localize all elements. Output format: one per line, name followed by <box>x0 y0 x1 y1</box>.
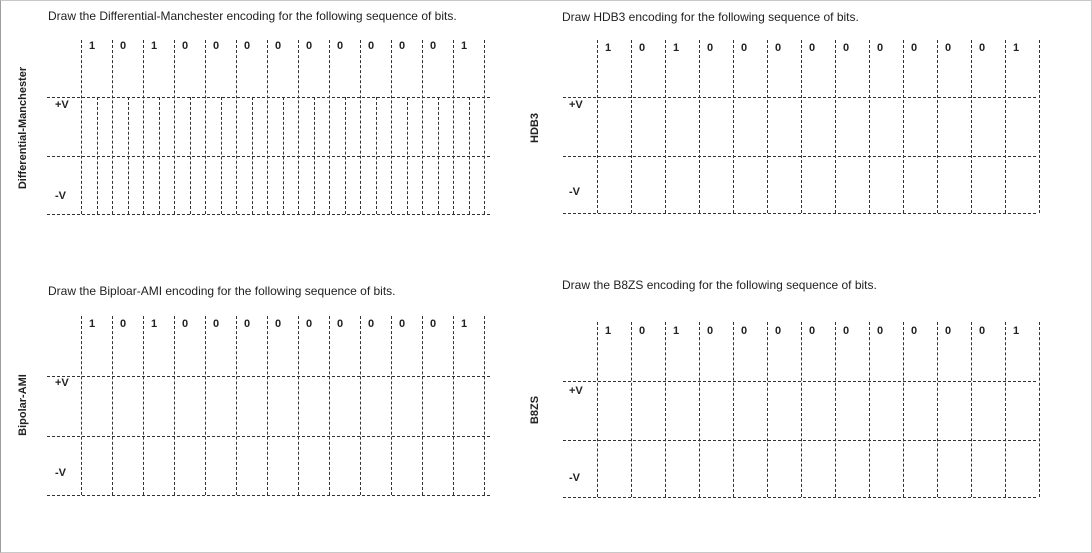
bit-boundary-line <box>869 40 870 213</box>
bit-boundary-line <box>391 316 392 495</box>
baseline-line <box>47 495 490 496</box>
bit-boundary-line <box>597 40 598 213</box>
bit-boundary-line <box>143 40 144 214</box>
bit-boundary-line <box>236 40 237 214</box>
bit-label: 0 <box>430 40 437 52</box>
bit-boundary-line <box>422 316 423 495</box>
bit-label: 1 <box>89 318 96 330</box>
baseline-line <box>47 214 490 215</box>
mid-bit-line <box>345 97 346 214</box>
bit-label: 0 <box>182 318 189 330</box>
bit-label: 0 <box>337 318 344 330</box>
bit-boundary-line <box>1005 322 1006 497</box>
bit-boundary-line <box>665 40 666 213</box>
encoding-side-label: HDB3 <box>529 113 541 143</box>
bit-boundary-line <box>767 322 768 497</box>
bit-label: 1 <box>605 42 612 54</box>
bit-label: 1 <box>605 325 612 337</box>
bit-boundary-line <box>665 322 666 497</box>
mid-bit-line <box>128 97 129 214</box>
bit-label: 0 <box>399 318 406 330</box>
bit-label: 0 <box>911 42 918 54</box>
negative-level-label: -V <box>55 467 66 479</box>
bit-label: 0 <box>741 42 748 54</box>
instruction-text: Draw the Biploar-AMI encoding for the following sequence of bits. <box>48 284 396 298</box>
bit-boundary-line <box>329 40 330 214</box>
bit-label: 0 <box>368 40 375 52</box>
bit-boundary-line <box>971 40 972 213</box>
bit-boundary-line <box>1039 322 1040 497</box>
bit-boundary-line <box>267 40 268 214</box>
bit-boundary-line <box>699 40 700 213</box>
bit-label: 1 <box>1013 325 1020 337</box>
bit-label: 0 <box>911 325 918 337</box>
bit-boundary-line <box>391 40 392 214</box>
bit-boundary-line <box>1005 40 1006 213</box>
instruction-text: Draw the B8ZS encoding for the following sequence of bits. <box>562 278 877 292</box>
bit-boundary-line <box>903 40 904 213</box>
bit-label: 0 <box>120 40 127 52</box>
encoding-side-label: B8ZS <box>529 395 541 425</box>
bit-boundary-line <box>329 316 330 495</box>
bit-label: 1 <box>89 40 96 52</box>
bit-label: 0 <box>707 42 714 54</box>
negative-level-label: -V <box>569 186 580 198</box>
bit-boundary-line <box>422 40 423 214</box>
negative-level-label: -V <box>55 190 66 202</box>
low-level-line <box>563 440 1036 441</box>
bit-boundary-line <box>801 40 802 213</box>
mid-bit-line <box>376 97 377 214</box>
bit-label: 1 <box>151 40 158 52</box>
bit-label: 0 <box>945 325 952 337</box>
bit-label: 0 <box>275 40 282 52</box>
bit-boundary-line <box>835 40 836 213</box>
bit-label: 0 <box>809 325 816 337</box>
bit-label: 0 <box>368 318 375 330</box>
bit-label: 0 <box>639 325 646 337</box>
positive-level-label: +V <box>55 377 69 389</box>
bit-boundary-line <box>112 316 113 495</box>
positive-level-label: +V <box>55 99 69 111</box>
bit-boundary-line <box>453 40 454 214</box>
bit-label: 0 <box>979 42 986 54</box>
bit-label: 0 <box>877 325 884 337</box>
mid-bit-line <box>469 97 470 214</box>
bit-label: 0 <box>399 40 406 52</box>
bit-boundary-line <box>360 40 361 214</box>
bit-label: 0 <box>275 318 282 330</box>
bit-label: 0 <box>741 325 748 337</box>
bit-boundary-line <box>937 322 938 497</box>
bit-boundary-line <box>801 322 802 497</box>
bit-label: 0 <box>306 318 313 330</box>
mid-level-line <box>563 381 1036 382</box>
bit-boundary-line <box>1039 40 1040 213</box>
low-level-line <box>47 436 490 437</box>
bit-label: 0 <box>945 42 952 54</box>
bit-boundary-line <box>484 316 485 495</box>
mid-bit-line <box>190 97 191 214</box>
bit-label: 0 <box>337 40 344 52</box>
bit-label: 0 <box>244 40 251 52</box>
bit-boundary-line <box>267 316 268 495</box>
bit-boundary-line <box>699 322 700 497</box>
bit-label: 0 <box>979 325 986 337</box>
bit-label: 0 <box>775 325 782 337</box>
bit-boundary-line <box>360 316 361 495</box>
bit-label: 0 <box>809 42 816 54</box>
bit-boundary-line <box>298 316 299 495</box>
bit-boundary-line <box>937 40 938 213</box>
encoding-side-label: Bipolar-AMI <box>17 374 29 436</box>
mid-bit-line <box>314 97 315 214</box>
mid-level-line <box>563 97 1036 98</box>
baseline-line <box>563 497 1036 498</box>
bit-boundary-line <box>597 322 598 497</box>
bit-boundary-line <box>631 40 632 213</box>
positive-level-label: +V <box>569 99 583 111</box>
bit-boundary-line <box>971 322 972 497</box>
bit-boundary-line <box>733 40 734 213</box>
bit-boundary-line <box>903 322 904 497</box>
bit-boundary-line <box>484 40 485 214</box>
mid-bit-line <box>407 97 408 214</box>
bit-label: 1 <box>151 318 158 330</box>
bit-boundary-line <box>81 316 82 495</box>
mid-level-line <box>47 97 490 98</box>
bit-label: 0 <box>877 42 884 54</box>
bit-label: 0 <box>213 318 220 330</box>
bit-label: 0 <box>707 325 714 337</box>
instruction-text: Draw the Differential-Manchester encoding for the following sequence of bits. <box>48 9 457 23</box>
baseline-line <box>563 213 1036 214</box>
bit-label: 1 <box>461 40 468 52</box>
bit-label: 0 <box>182 40 189 52</box>
bit-boundary-line <box>835 322 836 497</box>
bit-boundary-line <box>733 322 734 497</box>
mid-bit-line <box>159 97 160 214</box>
bit-boundary-line <box>112 40 113 214</box>
bit-label: 0 <box>639 42 646 54</box>
bit-label: 0 <box>430 318 437 330</box>
negative-level-label: -V <box>569 472 580 484</box>
bit-label: 0 <box>306 40 313 52</box>
instruction-text: Draw HDB3 encoding for the following sequence of bits. <box>562 10 859 24</box>
bit-boundary-line <box>453 316 454 495</box>
bit-label: 0 <box>213 40 220 52</box>
bit-boundary-line <box>236 316 237 495</box>
bit-label: 1 <box>461 318 468 330</box>
mid-bit-line <box>283 97 284 214</box>
mid-bit-line <box>252 97 253 214</box>
bit-boundary-line <box>767 40 768 213</box>
bit-boundary-line <box>298 40 299 214</box>
bit-boundary-line <box>869 322 870 497</box>
bit-label: 0 <box>843 42 850 54</box>
low-level-line <box>47 156 490 157</box>
mid-bit-line <box>438 97 439 214</box>
bit-boundary-line <box>205 316 206 495</box>
mid-bit-line <box>97 97 98 214</box>
bit-boundary-line <box>81 40 82 214</box>
bit-label: 1 <box>673 325 680 337</box>
encoding-side-label: Differential-Manchester <box>17 66 29 190</box>
bit-label: 0 <box>775 42 782 54</box>
low-level-line <box>563 156 1036 157</box>
bit-boundary-line <box>174 40 175 214</box>
positive-level-label: +V <box>569 385 583 397</box>
mid-level-line <box>47 376 490 377</box>
bit-boundary-line <box>205 40 206 214</box>
bit-boundary-line <box>174 316 175 495</box>
bit-boundary-line <box>143 316 144 495</box>
bit-label: 1 <box>1013 42 1020 54</box>
bit-label: 0 <box>843 325 850 337</box>
bit-boundary-line <box>631 322 632 497</box>
bit-label: 1 <box>673 42 680 54</box>
mid-bit-line <box>221 97 222 214</box>
bit-label: 0 <box>244 318 251 330</box>
bit-label: 0 <box>120 318 127 330</box>
